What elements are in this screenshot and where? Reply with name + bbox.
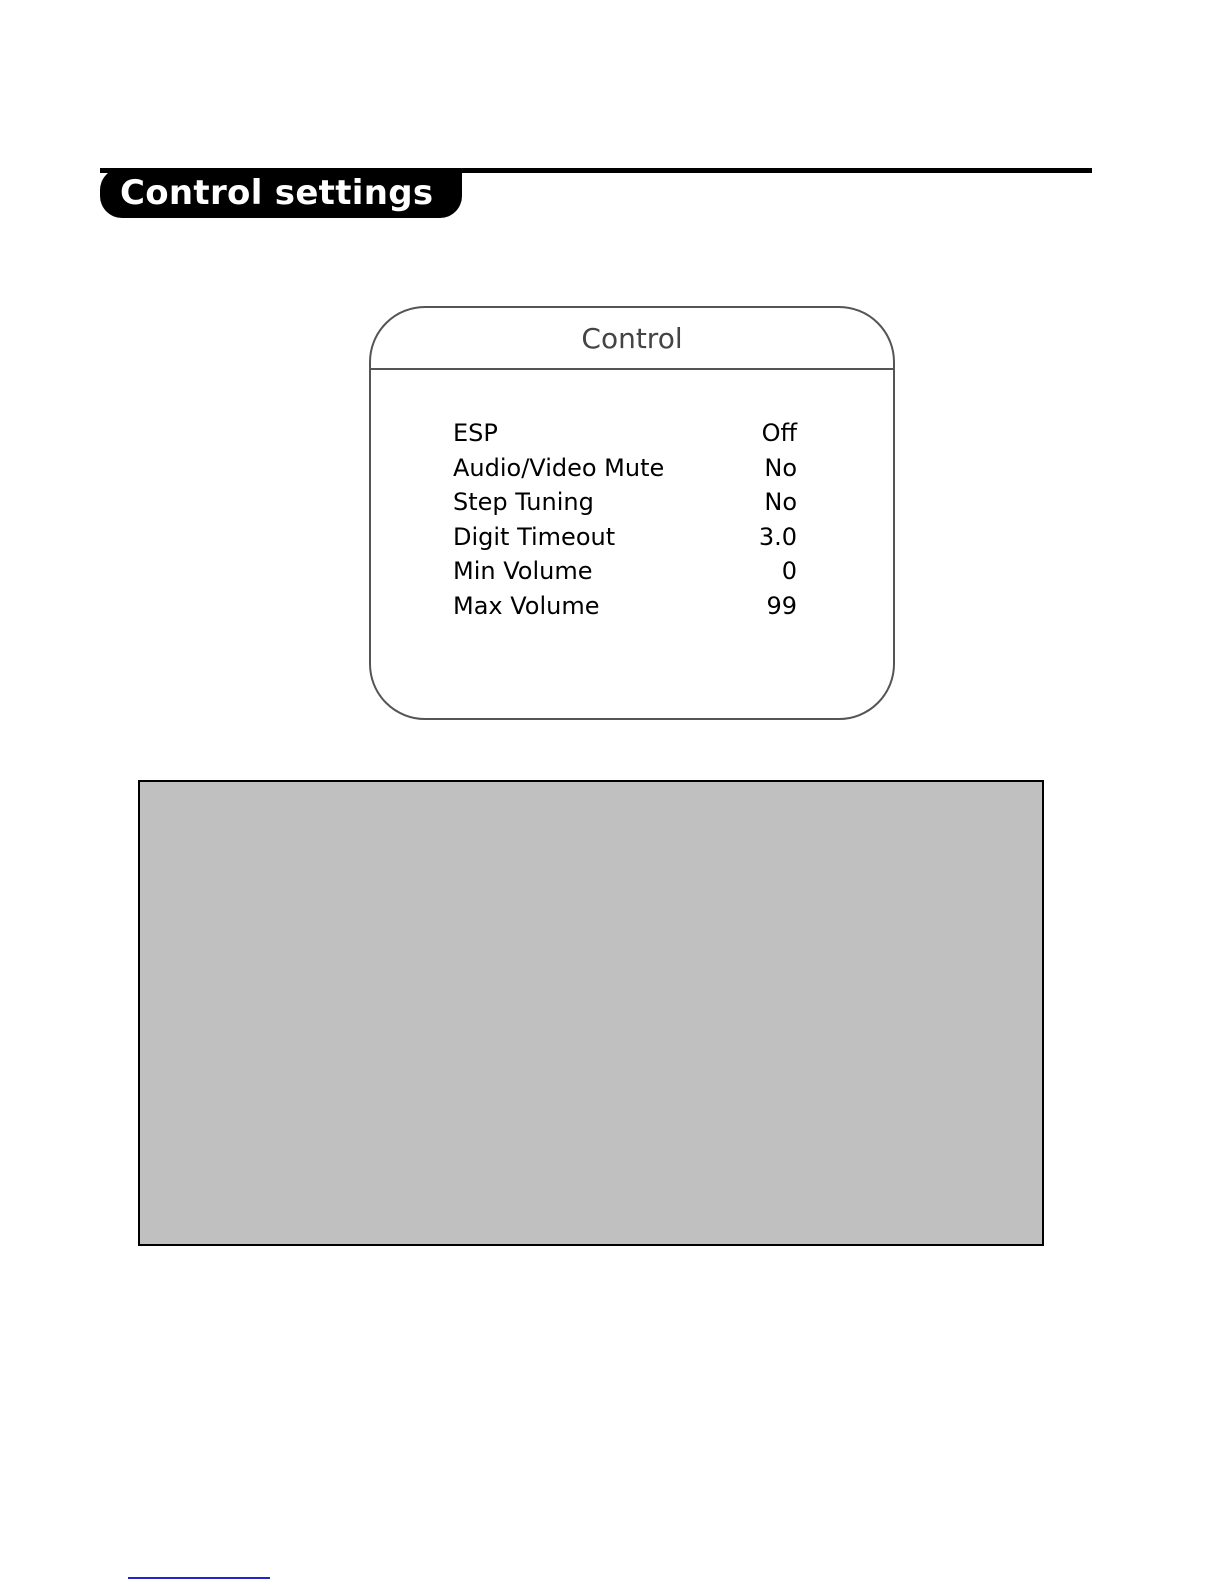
menu-row-value: 3.0: [758, 522, 797, 551]
section-header-tab: [100, 168, 462, 218]
menu-row-value: 99: [766, 591, 797, 620]
menu-row-max-volume[interactable]: [453, 589, 797, 624]
menu-row-audio-video-mute[interactable]: [453, 451, 797, 486]
menu-row-label: Min Volume: [453, 557, 593, 586]
menu-title: Control: [371, 308, 893, 370]
menu-row-value: No: [764, 488, 797, 517]
menu-row-label: Digit Timeout: [453, 522, 616, 551]
menu-row-value: Off: [761, 419, 797, 447]
menu-list: [453, 416, 797, 624]
menu-row-esp[interactable]: [453, 416, 797, 451]
menu-row-label: Audio/Video Mute: [453, 453, 665, 482]
control-menu-panel: [369, 306, 895, 720]
menu-row-label: ESP: [453, 419, 498, 447]
menu-row-value: 0: [781, 557, 797, 586]
menu-row-digit-timeout[interactable]: [453, 520, 797, 555]
menu-row-min-volume[interactable]: [453, 554, 797, 589]
menu-row-step-tuning[interactable]: [453, 485, 797, 520]
gray-placeholder-box: [138, 780, 1044, 1246]
menu-row-label: Step Tuning: [453, 488, 594, 517]
menu-row-label: Max Volume: [453, 591, 600, 620]
menu-row-value: No: [764, 453, 797, 482]
footer-link-underline[interactable]: [128, 1577, 270, 1579]
section-title: Control settings: [120, 173, 434, 213]
